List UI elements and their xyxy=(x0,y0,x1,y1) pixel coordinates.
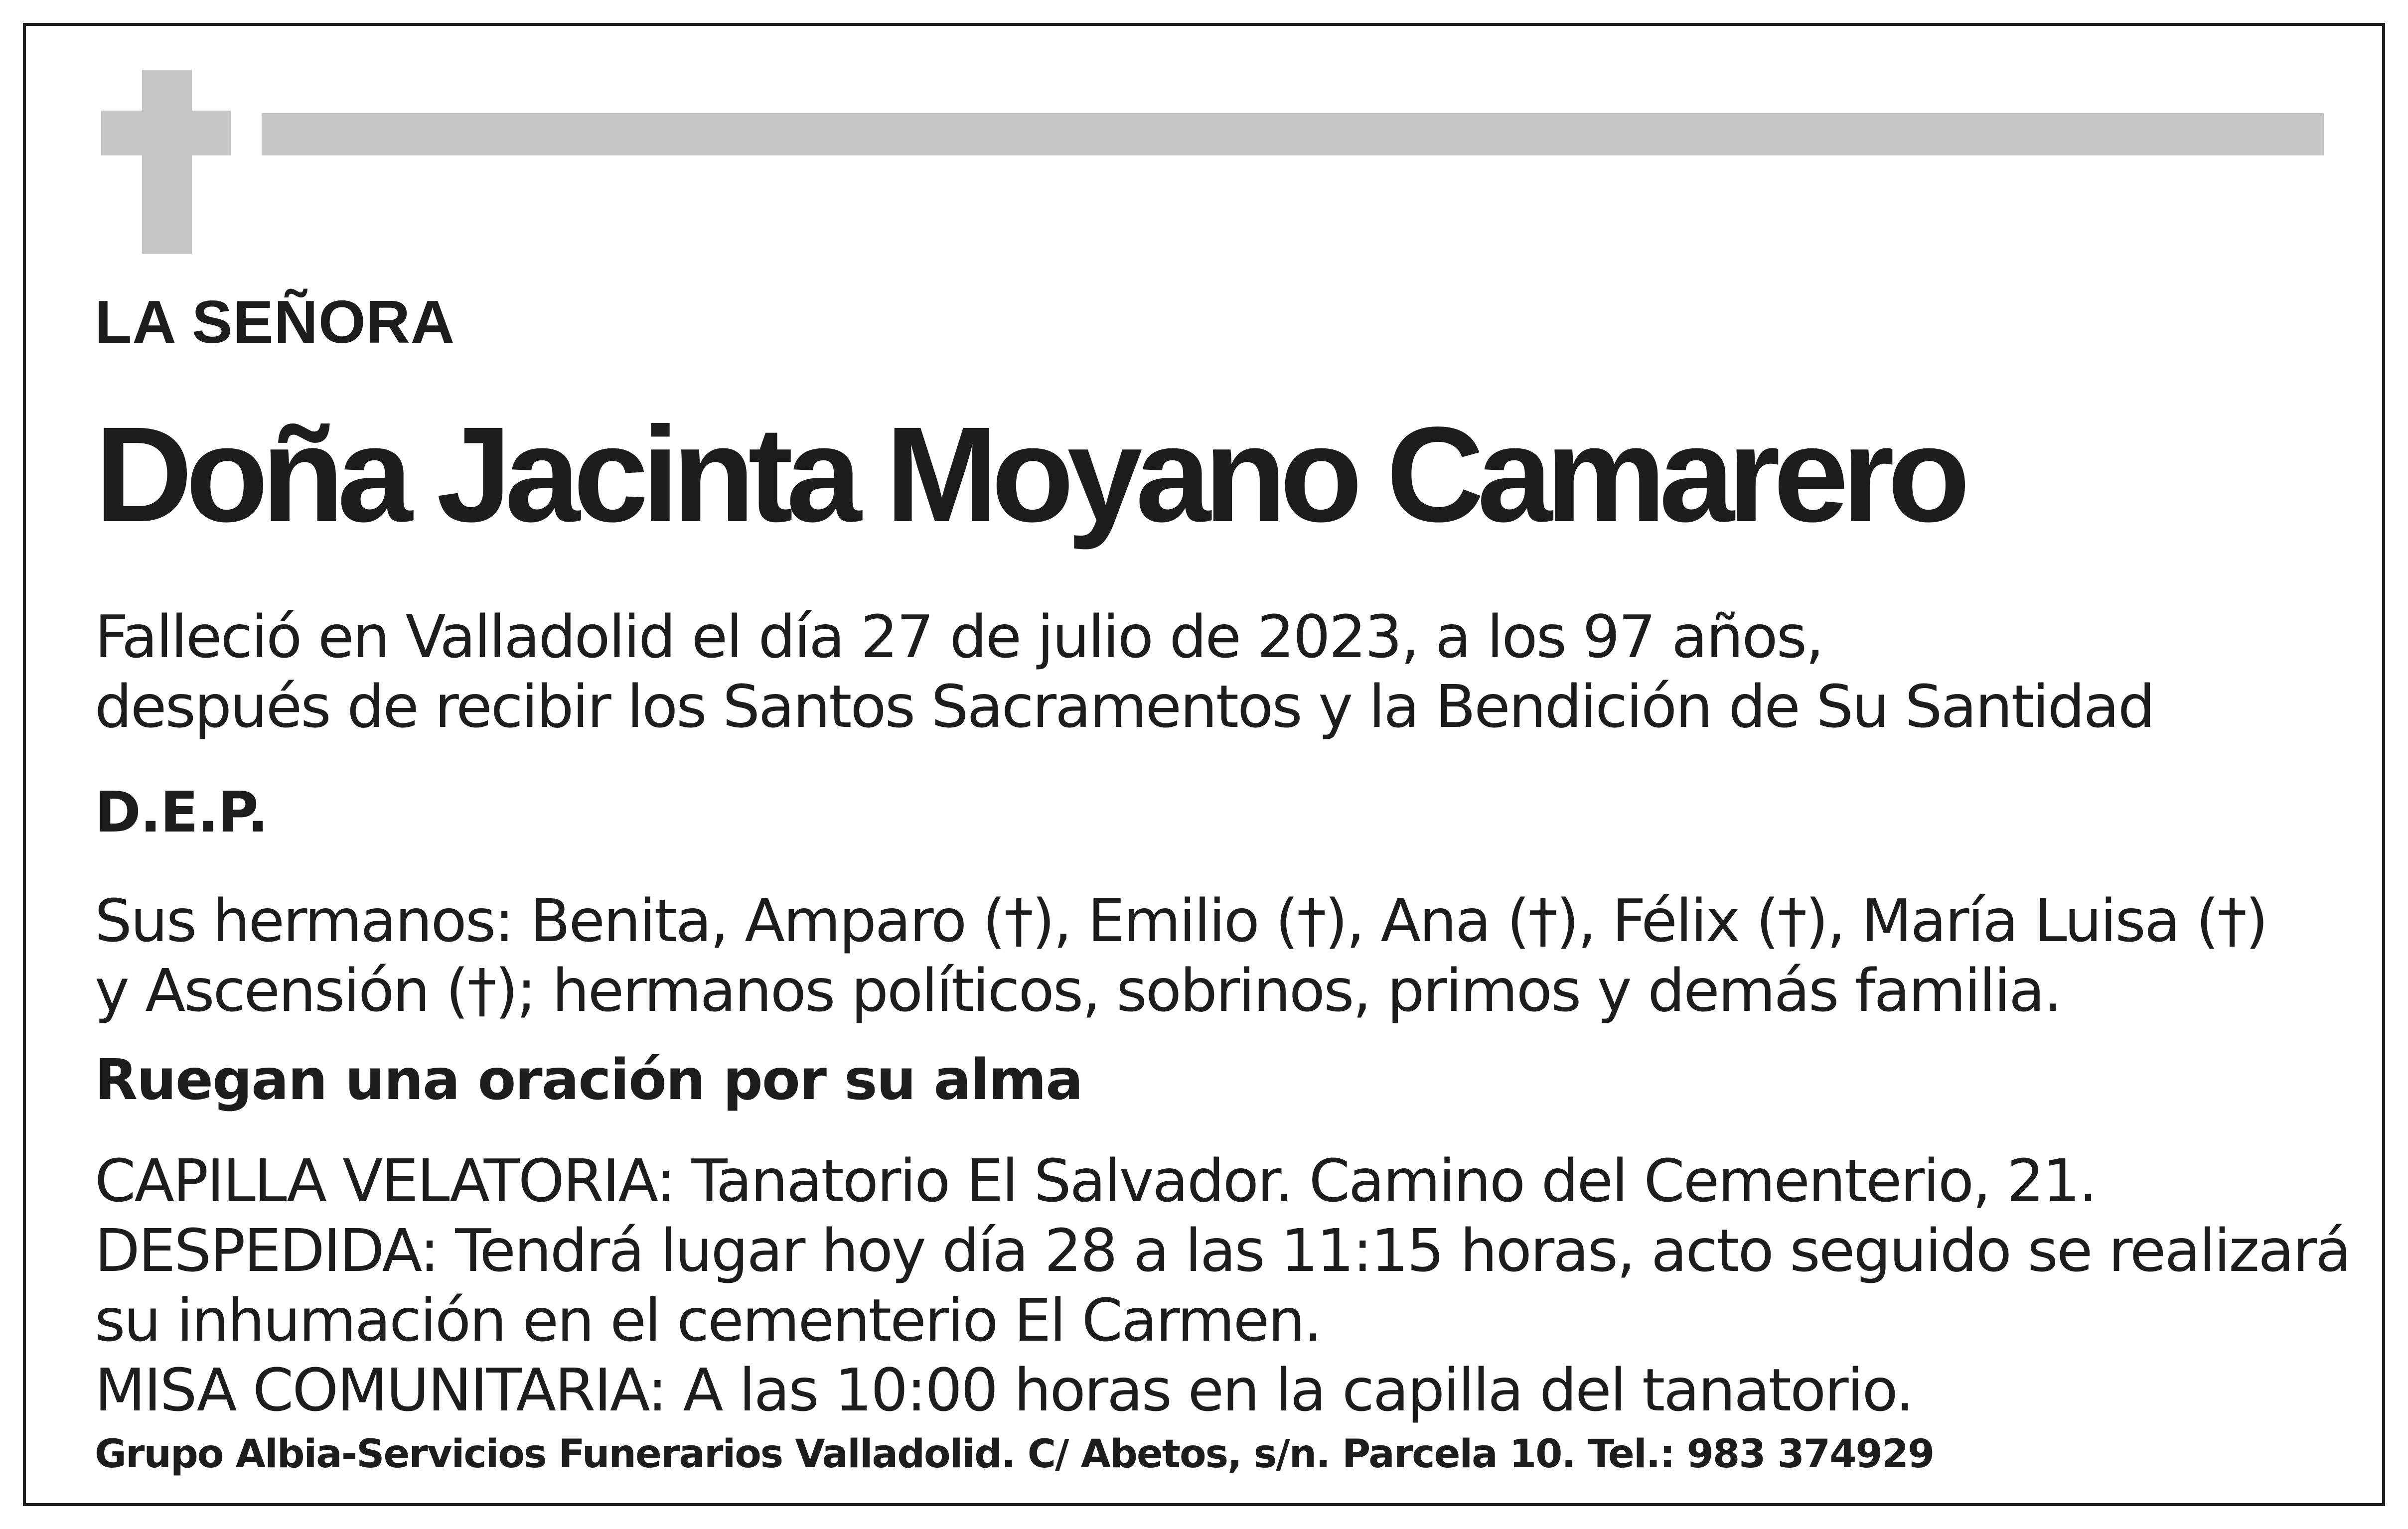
cross-icon xyxy=(142,70,192,254)
rip-label: D.E.P. xyxy=(95,780,268,845)
service-line: DESPEDIDA: Tendrá lugar hoy día 28 a las 11:15 horas, acto seguido se realizará xyxy=(95,1216,2350,1285)
service-line: CAPILLA VELATORIA: Tanatorio El Salvador. Camino del Cementerio, 21. xyxy=(95,1146,2096,1215)
intro-title: LA SEÑORA xyxy=(95,288,455,356)
service-line: su inhumación en el cementerio El Carmen. xyxy=(95,1286,1321,1355)
family-details xyxy=(95,886,2267,1025)
header-rule xyxy=(262,113,2324,155)
service-line: MISA COMUNITARIA: A las 10:00 horas en la capilla del tanatorio. xyxy=(95,1356,1913,1424)
death-details xyxy=(95,602,2154,741)
death-line: después de recibir los Santos Sacramentos y la Bendición de Su Santidad xyxy=(95,672,2154,741)
death-line: Falleció en Valladolid el día 27 de julio de 2023, a los 97 años, xyxy=(95,602,1823,671)
family-line: y Ascensión (†); hermanos políticos, sobrinos, primos y demás familia. xyxy=(95,956,2061,1025)
family-line: Sus hermanos: Benita, Amparo (†), Emilio (†), Ana (†), Félix (†), María Luisa (†) xyxy=(95,886,2267,955)
prayer-request: Ruegan una oración por su alma xyxy=(95,1048,1082,1112)
deceased-name: Doña Jacinta Moyano Camarero xyxy=(95,399,1963,550)
cross-icon-bar xyxy=(101,111,231,155)
service-details xyxy=(95,1146,2350,1425)
funeral-home-footer: Grupo Albia-Servicios Funerarios Valladolid. C/ Abetos, s/n. Parcela 10. Tel.: 983 374929 xyxy=(95,1432,1934,1477)
